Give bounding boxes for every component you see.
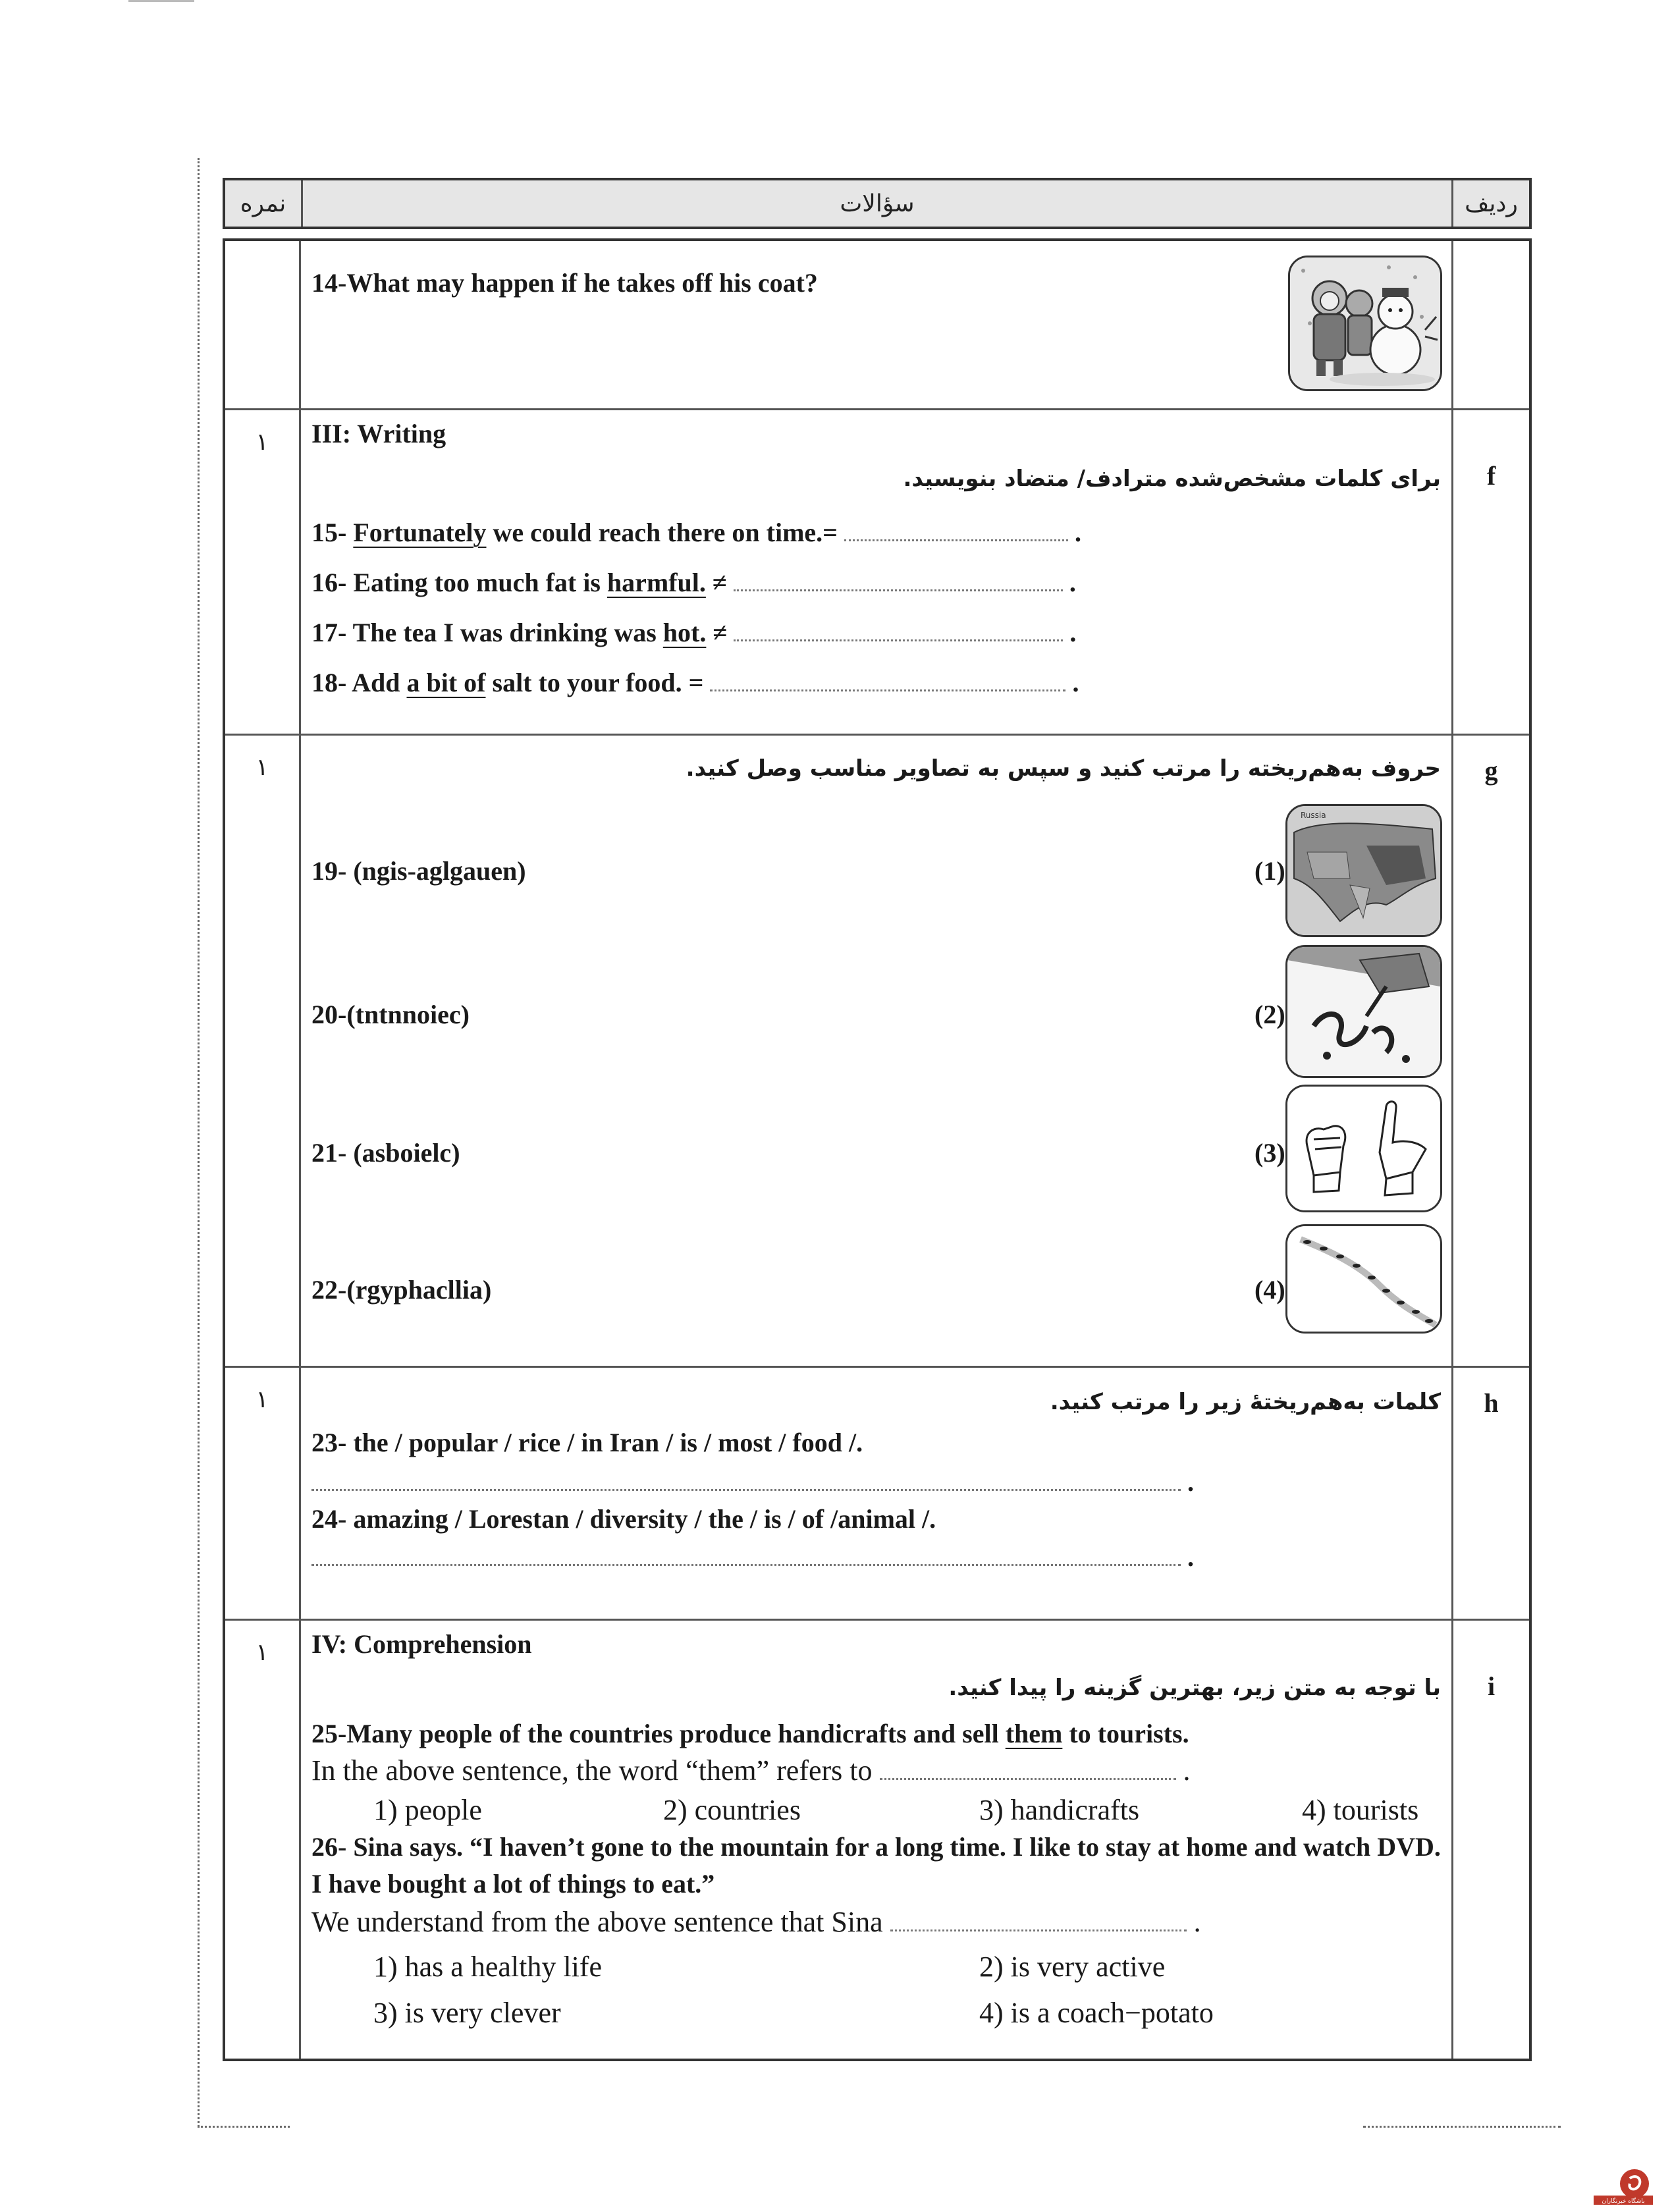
question-16: 16- Eating too much fat is harmful. ≠ . (311, 568, 1076, 597)
option-25-3[interactable]: 3) handicrafts (979, 1794, 1140, 1826)
picture-label-3: (3) (1254, 1138, 1285, 1168)
margin-dotted-line (198, 158, 200, 2127)
question-cell (301, 410, 1453, 734)
svg-text:Russia: Russia (1301, 811, 1326, 820)
row-id-cell (1453, 241, 1529, 408)
question-20: 20-(tntnnoiec) (311, 1000, 470, 1029)
question-22: 22-(rgyphacllia) (311, 1275, 492, 1305)
ant-trail-icon (1285, 1224, 1442, 1334)
question-26-line2: I have bought a lot of things to eat.” (311, 1869, 715, 1899)
section-heading-comprehension: IV: Comprehension (311, 1629, 532, 1659)
question-26-prompt: We understand from the above sentence that Sina . (311, 1906, 1201, 1938)
header-questions: سؤالات (303, 180, 1453, 227)
sign-language-hands-icon (1285, 1085, 1442, 1212)
exam-sheet (223, 178, 1532, 2061)
news-agency-logo (1594, 2167, 1653, 2206)
option-26-4[interactable]: 4) is a coach−potato (979, 1997, 1214, 2029)
instruction-unscramble-match: حروف به‌هم‌ریخته را مرتب کنید و سپس به تصاویر مناسب وصل کنید. (686, 755, 1441, 782)
question-21: 21- (asboielc) (311, 1138, 460, 1168)
question-18: 18- Add a bit of salt to your food. = . (311, 668, 1079, 697)
snowman-children-icon (1288, 256, 1442, 391)
row-q14 (225, 241, 1529, 408)
question-17: 17- The tea I was drinking was hot. ≠ . (311, 618, 1077, 647)
score-cell: ۱ (225, 1368, 301, 1619)
question-14: 14-What may happen if he takes off his coat? (311, 268, 818, 298)
instruction-synonym-antonym: برای کلمات مشخص‌شده مترادف/ متضاد بنویسید. (903, 466, 1441, 492)
instruction-unscramble-words: کلمات به‌هم‌ریختهٔ زیر را مرتب کنید. (1050, 1389, 1441, 1415)
picture-label-2: (2) (1254, 1000, 1285, 1029)
section-heading-writing: III: Writing (311, 419, 446, 448)
answer-line-24: . (311, 1542, 1194, 1573)
picture-label-1: (1) (1254, 856, 1285, 886)
option-26-3[interactable]: 3) is very clever (373, 1997, 561, 2029)
option-25-4[interactable]: 4) tourists (1302, 1794, 1419, 1826)
option-25-1[interactable]: 1) people (373, 1794, 482, 1826)
row-f (225, 408, 1529, 734)
question-cell (301, 241, 1453, 408)
score-cell (225, 241, 301, 408)
row-g (225, 734, 1529, 1366)
row-id-cell: h (1484, 1388, 1499, 1418)
score-cell: ۱ (225, 1621, 301, 2059)
question-cell (301, 1621, 1453, 2059)
calligraphy-pen-icon (1285, 945, 1442, 1078)
question-15: 15- Fortunately we could reach there on time.= . (311, 518, 1081, 547)
option-26-2[interactable]: 2) is very active (979, 1951, 1166, 1983)
instruction-best-option: با توجه به متن زیر، بهترین گزینه را پیدا کنید. (948, 1675, 1441, 1701)
question-cell (301, 736, 1453, 1366)
score-cell: ۱ (225, 410, 301, 734)
option-26-1[interactable]: 1) has a healthy life (373, 1951, 602, 1983)
questions-table (223, 238, 1532, 2061)
asia-map-icon (1285, 804, 1442, 937)
row-id-cell: f (1486, 461, 1496, 491)
question-23: 23- the / popular / rice / in Iran / is / most / food /. (311, 1428, 863, 1457)
question-26-line1: 26- Sina says. “I haven’t gone to the mountain for a long time. I like to stay at home and watch DVD. (311, 1832, 1441, 1862)
footer-dotted-line-left (198, 2126, 290, 2128)
footer-dotted-line-right (1363, 2126, 1561, 2128)
row-i (225, 1619, 1529, 2059)
question-25: 25-Many people of the countries produce handicrafts and sell them to tourists. (311, 1719, 1189, 1748)
question-25-prompt: In the above sentence, the word “them” refers to . (311, 1754, 1191, 1787)
row-id-cell: i (1487, 1671, 1496, 1701)
picture-label-4: (4) (1254, 1275, 1285, 1305)
answer-line-23: . (311, 1467, 1194, 1497)
header-row-number: ردیف (1465, 190, 1518, 217)
svg-text:باشگاه خبرنگاران: باشگاه خبرنگاران (1602, 2198, 1645, 2205)
header-score: نمره (225, 180, 303, 227)
question-cell (301, 1368, 1453, 1619)
question-24: 24- amazing / Lorestan / diversity / the / is / of /animal /. (311, 1504, 936, 1534)
score-cell: ۱ (225, 736, 301, 1366)
row-h (225, 1366, 1529, 1619)
table-header (223, 178, 1532, 229)
top-edge-line (128, 0, 194, 2)
option-25-2[interactable]: 2) countries (663, 1794, 801, 1826)
row-id-cell: g (1484, 756, 1498, 786)
question-19: 19- (ngis-aglgauen) (311, 856, 526, 886)
